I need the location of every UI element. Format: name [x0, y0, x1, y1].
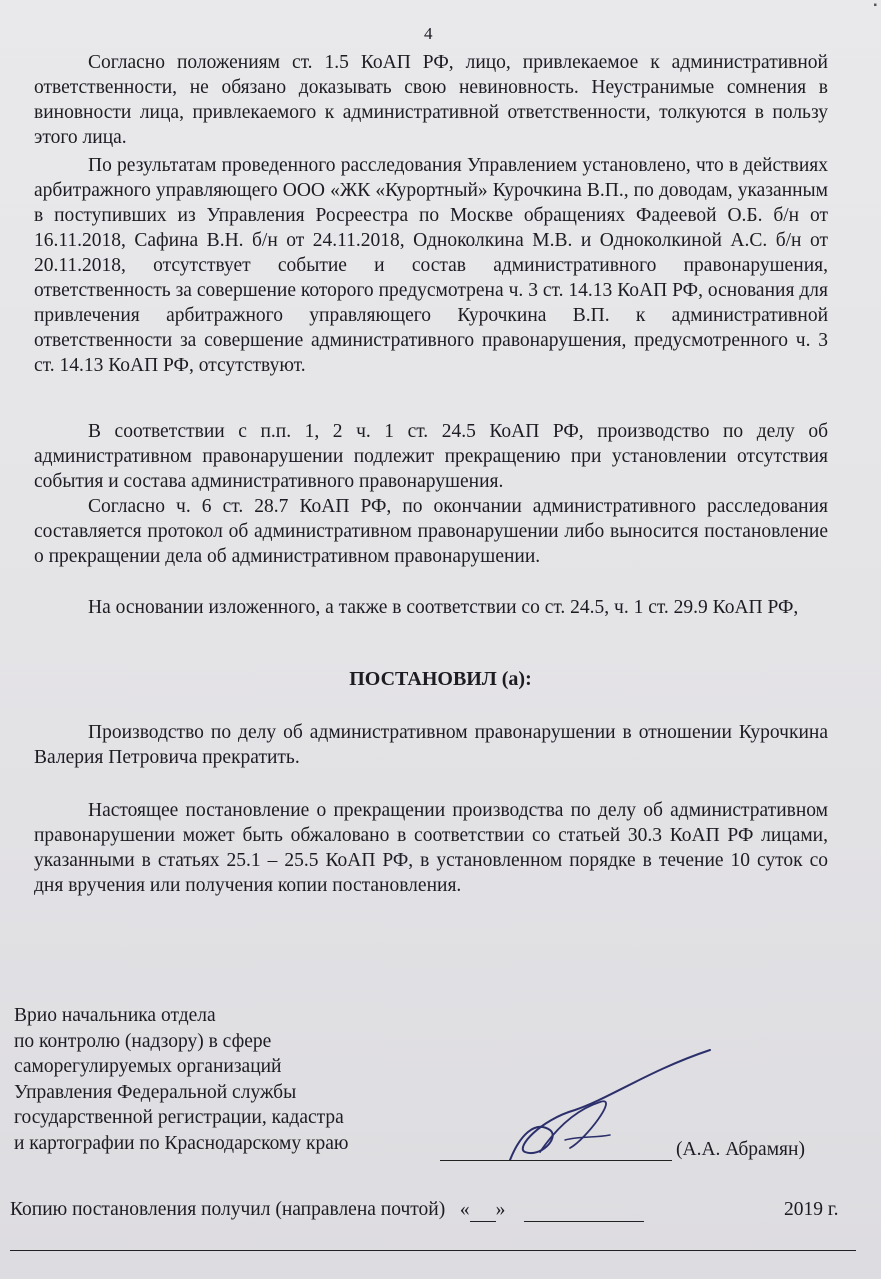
date-close-quote: »	[495, 1199, 506, 1220]
signatory-line: и картографии по Краснодарскому краю	[14, 1132, 349, 1154]
signatory-line: Врио начальника отдела	[14, 1005, 216, 1026]
month-blank	[524, 1199, 644, 1222]
decision-paragraph-appeal: Настоящее постановление о прекращении производства по делу об административном правонарушении может быть обжаловано в соответствии со статьей 30.3 КоАП РФ лицами, указанными в статьях 25.1 – 25.5 КоАП РФ, в установленном порядке в течение 10 суток со дня вручения или получения копии постановления.	[34, 800, 828, 896]
date-open-quote: «	[459, 1199, 470, 1220]
paragraph-investigation-result: По результатам проведенного расследования Управлением установлено, что в действиях арбитражного управляющего ООО «ЖК «Курортный» Курочкина В.П., по доводам, указанным в поступивших из Управления Росреестра по Москве обращениях Фадеевой О.Б. б/н от 16.11.2018, Сафина В.Н. б/н от 24.11.2018, Одноколкина М.В. и Одноколкиной А.С. б/н от 20.11.2018, отсутствует событие и состав административного правонарушения, ответственность за совершение которого предусмотрена ч. 3 ст. 14.13 КоАП РФ, основания для привлечения арбитражного управляющего Курочкина В.П. к административной ответственности за совершение административного правонарушения, предусмотренного ч. 3 ст. 14.13 КоАП РФ, отсутствуют.	[34, 155, 828, 376]
signatory-name: (А.А. Абрамян)	[676, 1139, 805, 1160]
decision-paragraph-terminate: Производство по делу об административном правонарушении в отношении Курочкина Валерия Петровича прекратить.	[34, 722, 828, 768]
year: 2019 г.	[784, 1199, 839, 1220]
signatory-line: Управления Федеральной службы	[14, 1081, 297, 1103]
day-blank	[470, 1199, 496, 1222]
copy-received-row	[10, 1199, 644, 1222]
bottom-rule	[10, 1250, 856, 1251]
signatory-line: государственной регистрации, кадастра	[14, 1107, 344, 1128]
paragraph-protocol: Согласно ч. 6 ст. 28.7 КоАП РФ, по окончании административного расследования составляется протокол об административном правонарушении либо выносится постановление о прекращении дела об административном правонарушении.	[34, 496, 828, 567]
paragraph-termination-grounds: В соответствии с п.п. 1, 2 ч. 1 ст. 24.5 КоАП РФ, производство по делу об административном правонарушении подлежит прекращению при установлении отсутствия события и состава административного правонарушения.	[34, 421, 828, 492]
page-number: 4	[424, 24, 433, 43]
signature-line	[440, 1160, 672, 1161]
decision-title: ПОСТАНОВИЛ (а):	[349, 668, 532, 690]
paragraph-basis: На основании изложенного, а также в соответствии со ст. 24.5, ч. 1 ст. 29.9 КоАП РФ,	[88, 597, 799, 618]
signatory-line: саморегулируемых организаций	[14, 1056, 282, 1077]
signatory-line: по контролю (надзору) в сфере	[14, 1030, 272, 1052]
paragraph-presumption: Согласно положениям ст. 1.5 КоАП РФ, лицо, привлекаемое к административной ответственности, не обязано доказывать свою невиновность. Неустранимые сомнения в виновности лица, привлекаемого к административной ответственности, толкуются в пользу этого лица.	[34, 52, 828, 148]
copy-received-label: Копию постановления получил (направлена почтой)	[10, 1199, 446, 1220]
corner-mark: ▪	[873, 0, 877, 11]
signatory-block	[14, 1003, 434, 1156]
